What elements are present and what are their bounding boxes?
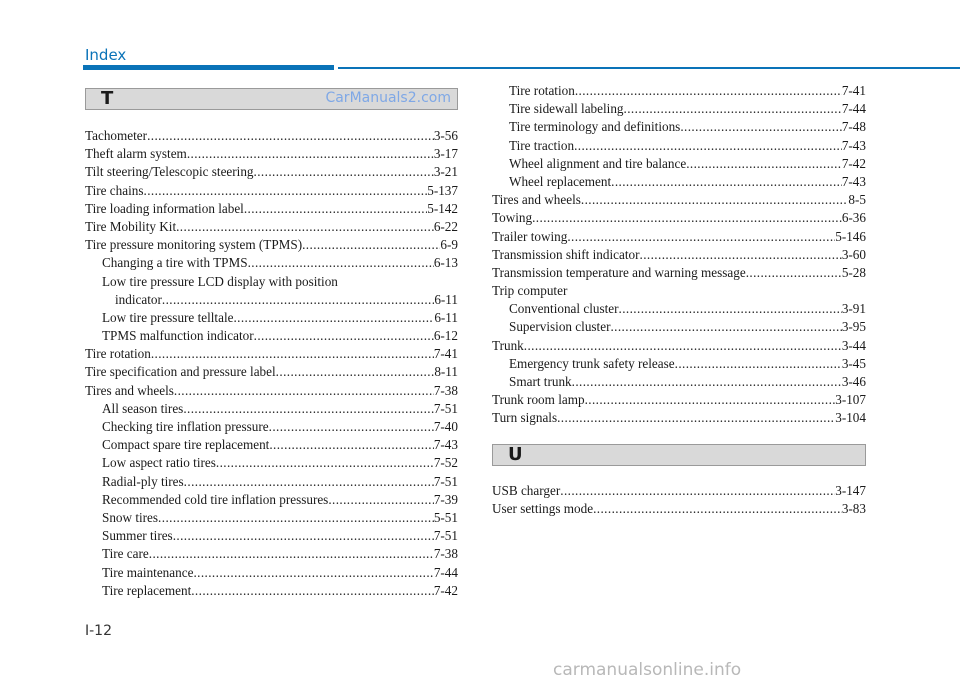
right-column [492,82,866,428]
index-entry: Tire rotation ..... 7-41 [85,345,458,363]
index-subentry: Supervision cluster ..... 3-95 [492,318,866,336]
index-subentry: TPMS malfunction indicator ..... 6-12 [85,327,458,345]
index-entry: Transmission temperature and warning message ..... 5-28 [492,264,866,282]
index-subentry: Tire replacement ..... 7-42 [85,582,458,600]
index-subentry: Low tire pressure LCD display with position [102,273,338,289]
index-entry: Tires and wheels ..... 7-38 [85,382,458,400]
index-entry: Tire pressure monitoring system (TPMS) ..... 6-9 [85,236,458,254]
index-entry: Theft alarm system ..... 3-17 [85,145,458,163]
index-entry: Tire Mobility Kit ..... 6-22 [85,218,458,236]
left-column [85,127,458,600]
index-entry: Tires and wheels ..... 8-5 [492,191,866,209]
index-entry: User settings mode ..... 3-83 [492,500,866,518]
index-subentry: Compact spare tire replacement ..... 7-43 [85,436,458,454]
section-letter-t: T [101,88,114,109]
watermark-logo: CarManuals2.com [325,90,451,106]
index-subentry: All season tires ..... 7-51 [85,400,458,418]
index-entry: Trunk ..... 3-44 [492,337,866,355]
index-entry: Trailer towing ..... 5-146 [492,228,866,246]
index-entry: Tire loading information label ..... 5-142 [85,200,458,218]
index-subentry: Conventional cluster ..... 3-91 [492,300,866,318]
index-subentry: Smart trunk ..... 3-46 [492,373,866,391]
index-subentry: Tire rotation ..... 7-41 [492,82,866,100]
index-subentry: Snow tires ..... 5-51 [85,509,458,527]
index-subentry: Emergency trunk safety release ..... 3-45 [492,355,866,373]
index-subentry: Wheel alignment and tire balance ..... 7-42 [492,155,866,173]
u-column [492,482,866,518]
index-entry: Tire specification and pressure label ..... 8-11 [85,363,458,381]
index-subentry: Tire care ..... 7-38 [85,545,458,563]
index-subentry: Recommended cold tire inflation pressures ..... 7-39 [85,491,458,509]
index-subentry: Summer tires ..... 7-51 [85,527,458,545]
index-subentry-continued: indicator ..... 6-11 [85,291,458,309]
index-subentry: Radial-ply tires ..... 7-51 [85,473,458,491]
index-subentry: Wheel replacement ..... 7-43 [492,173,866,191]
index-subentry: Low aspect ratio tires ..... 7-52 [85,454,458,472]
index-subentry: Low tire pressure telltale ..... 6-11 [85,309,458,327]
index-subentry: Tire maintenance ..... 7-44 [85,564,458,582]
section-bar-t [85,88,458,110]
index-entry: Turn signals ..... 3-104 [492,409,866,427]
index-entry: Tilt steering/Telescopic steering ..... 3-21 [85,163,458,181]
index-entry: Trip computer [492,283,568,299]
section-letter-u: U [508,444,523,465]
index-entry: USB charger ..... 3-147 [492,482,866,500]
section-bar-u [492,444,866,466]
index-entry: Tachometer ..... 3-56 [85,127,458,145]
index-subentry: Checking tire inflation pressure ..... 7-40 [85,418,458,436]
index-entry: Tire chains ..... 5-137 [85,182,458,200]
index-title: Index [85,46,127,64]
header-rule-thick [83,65,334,70]
index-entry: Towing ..... 6-36 [492,209,866,227]
index-subentry: Tire sidewall labeling ..... 7-44 [492,100,866,118]
index-subentry: Changing a tire with TPMS ..... 6-13 [85,254,458,272]
index-subentry: Tire traction ..... 7-43 [492,137,866,155]
page-number: I-12 [85,623,112,639]
header-rule-thin [338,67,960,69]
index-subentry: Tire terminology and definitions ..... 7-48 [492,118,866,136]
footer-watermark: carmanualsonline.info [553,660,742,680]
index-entry: Transmission shift indicator ..... 3-60 [492,246,866,264]
index-entry: Trunk room lamp ..... 3-107 [492,391,866,409]
